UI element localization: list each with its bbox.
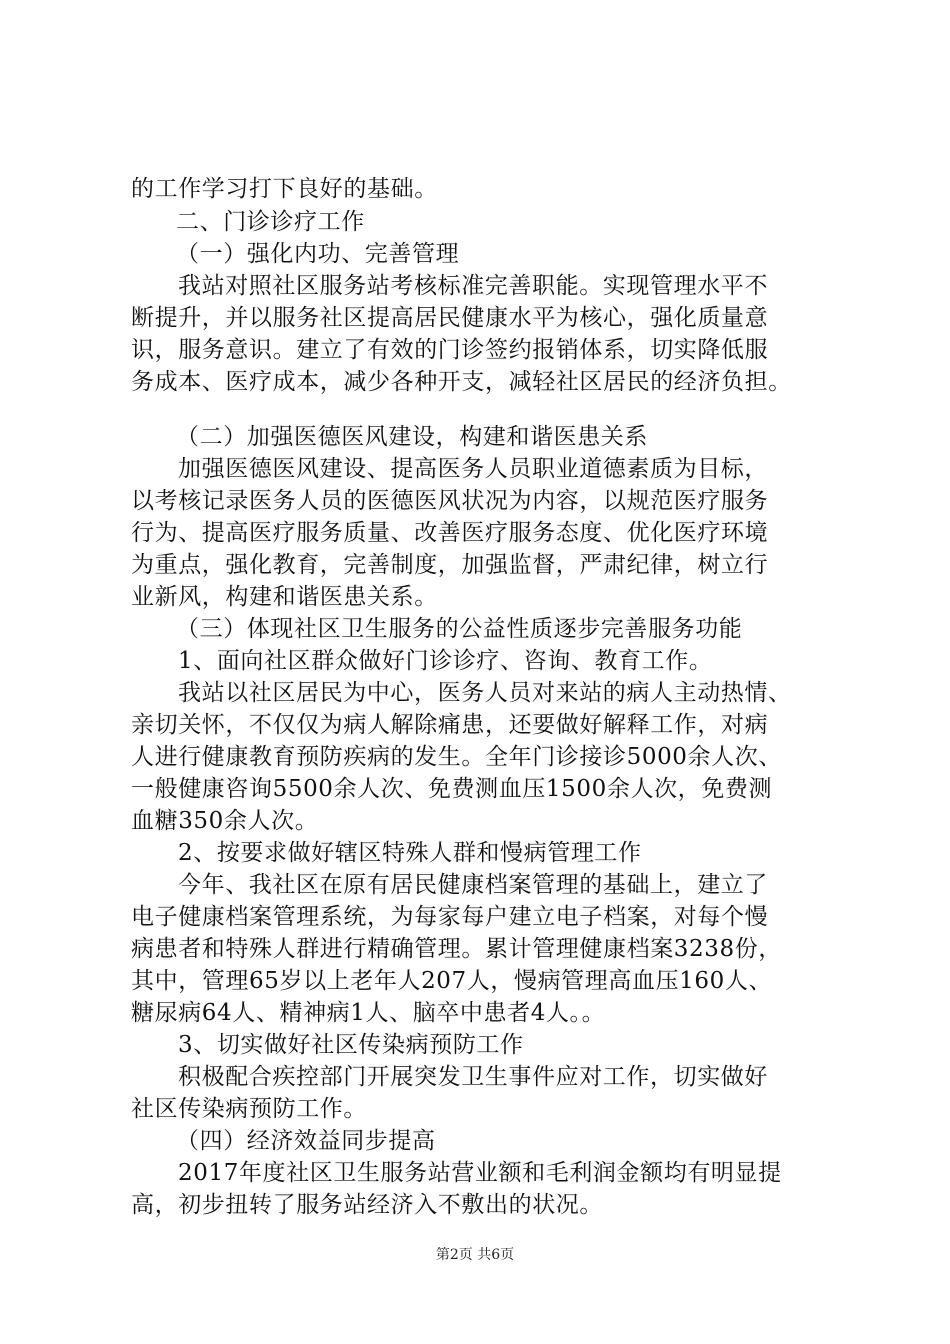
list-item-heading: 1、面向社区群众做好门诊诊疗、咨询、教育工作。 — [178, 648, 713, 674]
list-item-heading: 2、按要求做好辖区特殊人群和慢病管理工作 — [178, 840, 642, 866]
body-line: 人进行健康教育预防疾病的发生。全年门诊接诊5000余人次、 — [131, 744, 782, 770]
body-line: 断提升，并以服务社区提高居民健康水平为核心，强化质量意 — [131, 305, 769, 331]
list-item-heading: 3、切实做好社区传染病预防工作 — [178, 1032, 524, 1058]
subsection-heading: （一）强化内功、完善管理 — [176, 241, 460, 267]
body-line: 社区传染病预防工作。 — [131, 1096, 367, 1122]
body-line: 以考核记录医务人员的医德医风状况为内容，以规范医疗服务 — [131, 488, 769, 514]
body-line: 2017年度社区卫生服务站营业额和毛利润金额均有明显提 — [178, 1160, 782, 1186]
subsection-heading: （三）体现社区卫生服务的公益性质逐步完善服务功能 — [176, 616, 743, 642]
body-line: 亲切关怀，不仅仅为病人解除痛患，还要做好解释工作，对病 — [131, 712, 769, 738]
body-line: 加强医德医风建设、提高医务人员职业道德素质为目标， — [178, 456, 768, 482]
body-line: 血糖350余人次。 — [131, 808, 319, 834]
body-line: 我站以社区居民为中心，医务人员对来站的病人主动热情、 — [178, 680, 792, 706]
body-line: 行为、提高医疗服务质量、改善医疗服务态度、优化医疗环境 — [131, 520, 769, 546]
body-line: 一般健康咨询5500余人次、免费测血压1500余人次，免费测 — [131, 776, 773, 802]
page-number-footer: 第2页 共6页 — [435, 1247, 515, 1263]
subsection-heading: （二）加强医德医风建设，构建和谐医患关系 — [176, 424, 648, 450]
body-line: 识，服务意识。建立了有效的门诊签约报销体系，切实降低服 — [131, 337, 769, 363]
body-line: 今年、我社区在原有居民健康档案管理的基础上，建立了 — [178, 872, 768, 898]
body-line: 糖尿病64人、精神病1人、脑卒中患者4人。。 — [131, 1000, 606, 1026]
body-line: 务成本、医疗成本，减少各种开支，减轻社区居民的经济负担。 — [131, 369, 792, 395]
body-line: 业新风，构建和谐医患关系。 — [131, 584, 438, 610]
body-line: 其中，管理65岁以上老年人207人，慢病管理高血压160人、 — [131, 968, 773, 994]
body-line: 积极配合疾控部门开展突发卫生事件应对工作，切实做好 — [178, 1064, 768, 1090]
body-line: 电子健康档案管理系统，为每家每户建立电子档案，对每个慢 — [131, 904, 769, 930]
section-heading: 二、门诊诊疗工作 — [176, 209, 365, 235]
subsection-heading: （四）经济效益同步提高 — [176, 1128, 436, 1154]
body-line: 的工作学习打下良好的基础。 — [131, 176, 438, 202]
body-line: 病患者和特殊人群进行精确管理。累计管理健康档案3238份， — [131, 936, 782, 962]
body-line: 我站对照社区服务站考核标准完善职能。实现管理水平不 — [178, 273, 768, 299]
body-line: 高，初步扭转了服务站经济入不敷出的状况。 — [131, 1192, 603, 1218]
body-line: 为重点，强化教育，完善制度，加强监督，严肃纪律，树立行 — [131, 552, 769, 578]
